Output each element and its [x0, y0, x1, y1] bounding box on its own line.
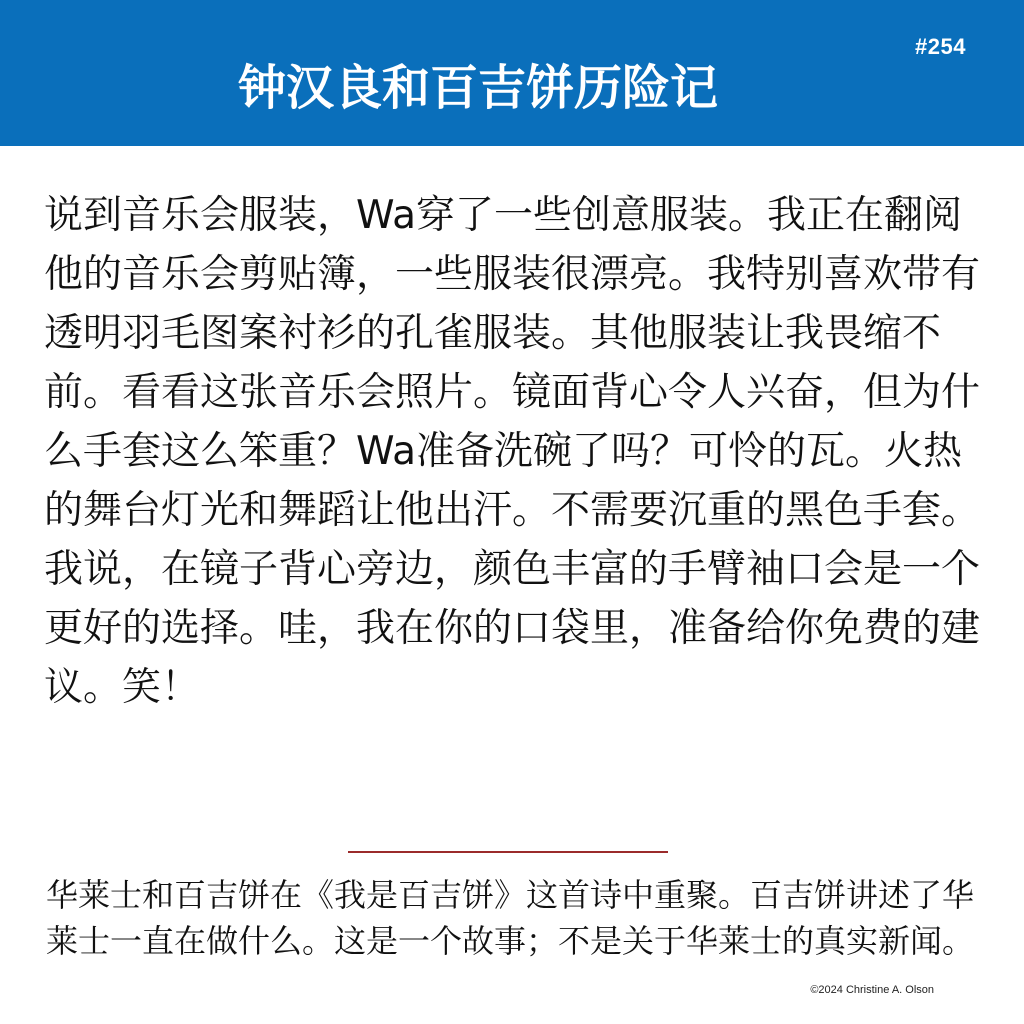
header-banner [0, 0, 1024, 146]
issue-number: #254 [915, 34, 966, 59]
copyright-notice: ©2024 Christine A. Olson [810, 984, 934, 996]
footer-note: 华莱士和百吉饼在《我是百吉饼》这首诗中重聚。百吉饼讲述了华莱士一直在做什么。这是一个故事；不是关于华莱士的真实新闻。 [46, 876, 975, 960]
story-text: 说到音乐会服装，Wa穿了一些创意服装。我正在翻阅他的音乐会剪贴簿，一些服装很漂亮。我特别喜欢带有透明羽毛图案衬衫的孔雀服装。其他服装让我畏缩不前。看看这张音乐会照片。镜面背心令人兴奋，但为什么手套这么笨重？Wa准备洗碗了吗？可怜的瓦。火热的舞台灯光和舞蹈让他出汗。不需要沉重的黑色手套。我说，在镜子背心旁边，颜色丰富的手臂袖口会是一个更好的选择。哇，我在你的口袋里，准备给你免费的建议。笑！ [44, 193, 981, 710]
page-title: 钟汉良和百吉饼历险记 [237, 60, 718, 116]
divider-line [348, 851, 668, 853]
